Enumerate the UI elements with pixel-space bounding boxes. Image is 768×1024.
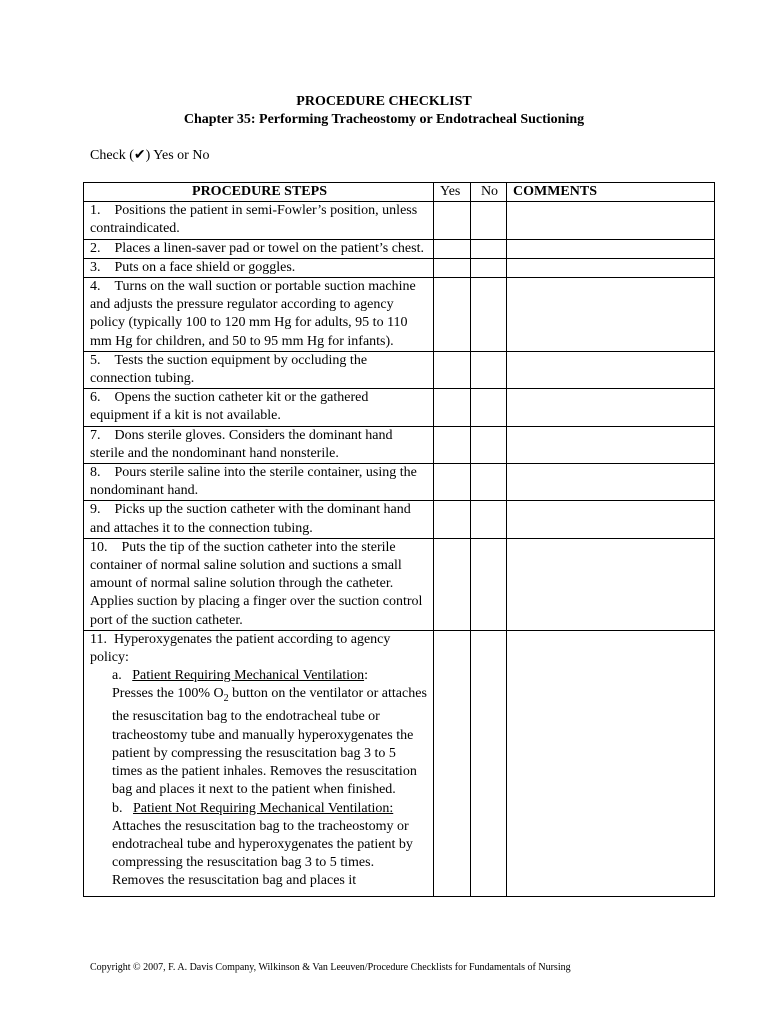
no-check-cell[interactable] <box>471 278 507 352</box>
document-title: PROCEDURE CHECKLIST <box>296 94 472 109</box>
yes-check-cell[interactable] <box>434 202 471 239</box>
step-text: Opens the suction catheter kit or the gathered equipment if a kit is not available. <box>90 390 369 424</box>
table-row <box>84 538 715 630</box>
substep-a-text: Presses the 100% $O_2$ button on the ventilator or attaches the resuscitation bag to the endotracheal tube or tracheostomy tube and manually hyperoxygenates the patient by compressing the resuscitation bag 3 to 5 times as the patient inhales. Removes the resuscitation bag and places it next to the patient when finished. <box>112 686 427 798</box>
step-number: 1. <box>90 203 101 219</box>
yes-check-cell[interactable] <box>434 426 471 463</box>
step-cell <box>84 389 434 426</box>
step-number: 4. <box>90 279 101 295</box>
comments-cell[interactable] <box>507 538 715 630</box>
step-number: 3. <box>90 259 101 275</box>
step-text: Dons sterile gloves. Considers the dominant hand sterile and the nondominant hand nonsterile. <box>90 427 393 461</box>
step-number: 6. <box>90 390 101 406</box>
step-text: 11. Hyperoxygenates the patient according to agency policy: <box>90 631 391 666</box>
table-row <box>84 501 715 538</box>
column-header-no: No <box>471 183 507 202</box>
table-row <box>84 278 715 352</box>
table-row <box>84 239 715 258</box>
step-text: Tests the suction equipment by occluding the connection tubing. <box>90 352 368 387</box>
document-subtitle: Chapter 35: Performing Tracheostomy or Endotracheal Suctioning <box>183 112 585 127</box>
table-row <box>84 258 715 277</box>
column-header-steps: PROCEDURE STEPS <box>84 183 434 202</box>
column-header-yes: Yes <box>434 183 471 202</box>
comments-cell[interactable] <box>507 630 715 896</box>
check-instruction: Check (✔) Yes or No <box>90 148 210 163</box>
procedure-checklist-table <box>83 182 715 897</box>
comments-cell[interactable] <box>507 202 715 239</box>
no-check-cell[interactable] <box>471 426 507 463</box>
comments-cell[interactable] <box>507 351 715 388</box>
step-cell <box>84 426 434 463</box>
step-number: 8. <box>90 465 101 481</box>
no-check-cell[interactable] <box>471 630 507 896</box>
substep-a-heading: a. Patient Requiring Mechanical Ventilation: <box>112 668 368 684</box>
step-cell <box>84 538 434 630</box>
comments-cell[interactable] <box>507 426 715 463</box>
comments-cell[interactable] <box>507 239 715 258</box>
no-check-cell[interactable] <box>471 538 507 630</box>
no-check-cell[interactable] <box>471 239 507 258</box>
step-cell <box>84 239 434 258</box>
table-row <box>84 389 715 426</box>
comments-cell[interactable] <box>507 389 715 426</box>
yes-check-cell[interactable] <box>434 464 471 501</box>
step-cell <box>84 501 434 538</box>
yes-check-cell[interactable] <box>434 630 471 896</box>
table-row <box>84 630 715 896</box>
comments-cell[interactable] <box>507 501 715 538</box>
table-row <box>84 464 715 501</box>
table-row <box>84 202 715 239</box>
column-header-comments: COMMENTS <box>507 183 715 202</box>
no-check-cell[interactable] <box>471 389 507 426</box>
table-header-row <box>84 183 715 202</box>
step-text: Puts on a face shield or goggles. <box>114 259 296 275</box>
yes-check-cell[interactable] <box>434 389 471 426</box>
comments-cell[interactable] <box>507 464 715 501</box>
step-number: 2. <box>90 240 101 256</box>
yes-check-cell[interactable] <box>434 239 471 258</box>
step-cell <box>84 278 434 352</box>
no-check-cell[interactable] <box>471 258 507 277</box>
step-number: 5. <box>90 352 101 368</box>
step-text: Turns on the wall suction or portable suction machine and adjusts the pressure regulator according to agency policy (typically 100 to 120 mm Hg for adults, 95 to 110 mm Hg for children, and 50 to 95 mm Hg for infants). <box>90 279 416 349</box>
step-text: Puts the tip of the suction catheter into the sterile container of normal saline solution and suctions a small amount of normal saline solution through the catheter. Applies suction by placing a finger over the suction control port of the suction catheter. <box>90 539 423 628</box>
table-row <box>84 351 715 388</box>
step-text: Pours sterile saline into the sterile container, using the nondominant hand. <box>90 465 417 499</box>
copyright-footer: Copyright © 2007, F. A. Davis Company, Wilkinson & Van Leeuven/Procedure Checklists for Fundamentals of Nursing <box>90 962 571 973</box>
no-check-cell[interactable] <box>471 464 507 501</box>
step-number: 10. <box>90 539 108 555</box>
step-number: 9. <box>90 502 101 518</box>
yes-check-cell[interactable] <box>434 351 471 388</box>
yes-check-cell[interactable] <box>434 258 471 277</box>
substep-b-text: Attaches the resuscitation bag to the tracheostomy or endotracheal tube and hyperoxygenates the patient by compressing the resuscitation bag 3 to 5 times. Removes the resuscitation bag and places it <box>112 818 413 889</box>
step-cell <box>84 351 434 388</box>
step-text: Picks up the suction catheter with the dominant hand and attaches it to the connection tubing. <box>90 502 411 536</box>
yes-check-cell[interactable] <box>434 538 471 630</box>
substep-b-heading: b. Patient Not Requiring Mechanical Ventilation: <box>112 800 394 816</box>
yes-check-cell[interactable] <box>434 501 471 538</box>
no-check-cell[interactable] <box>471 351 507 388</box>
step-cell <box>84 258 434 277</box>
step-text: Places a linen-saver pad or towel on the patient’s chest. <box>114 240 424 256</box>
comments-cell[interactable] <box>507 258 715 277</box>
step-number: 7. <box>90 427 101 443</box>
no-check-cell[interactable] <box>471 501 507 538</box>
step-text: Positions the patient in semi-Fowler’s position, unless contraindicated. <box>90 203 418 237</box>
yes-check-cell[interactable] <box>434 278 471 352</box>
step-cell <box>84 464 434 501</box>
comments-cell[interactable] <box>507 278 715 352</box>
step-cell <box>84 630 434 896</box>
step-cell <box>84 202 434 239</box>
table-row <box>84 426 715 463</box>
no-check-cell[interactable] <box>471 202 507 239</box>
